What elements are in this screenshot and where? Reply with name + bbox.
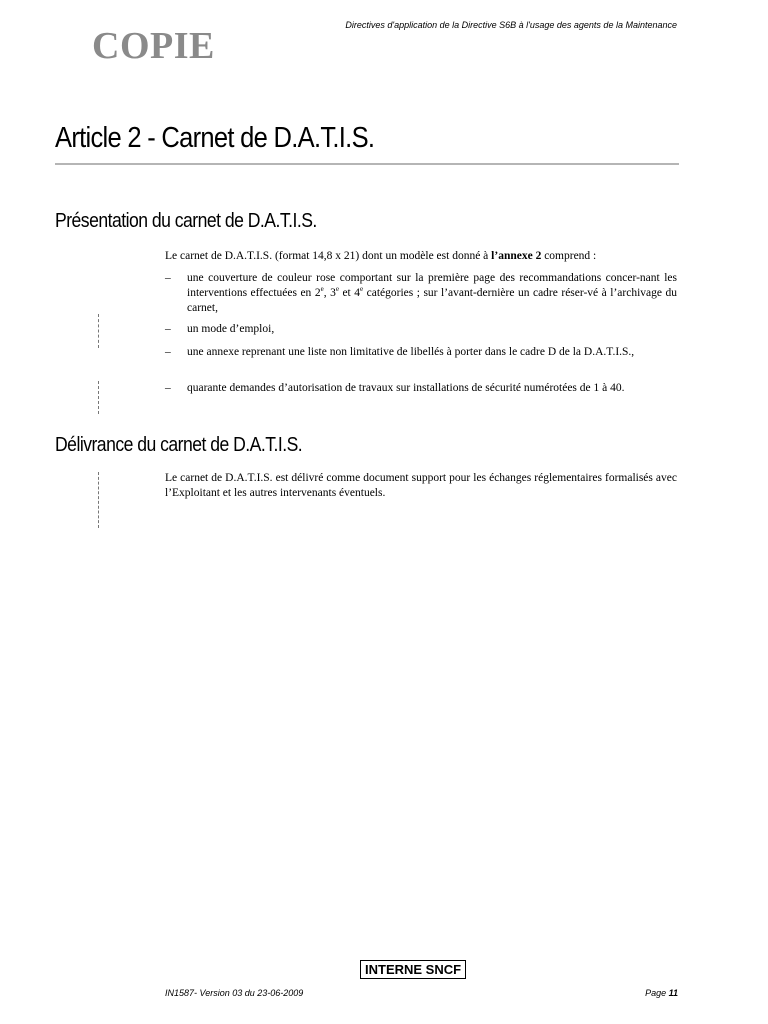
list-item [165, 271, 677, 316]
revision-bar [98, 472, 99, 528]
annex-reference: l’annexe 2 [491, 250, 542, 262]
list-item [165, 381, 677, 396]
title-divider [55, 163, 679, 165]
bullet-dash: – [165, 382, 171, 394]
page-number: Page 11 [645, 988, 678, 998]
intro-text: Le carnet de D.A.T.I.S. (format 14,8 x 21) dont un modèle est donné à [165, 250, 492, 262]
list-item [165, 345, 677, 360]
bullet-dash: – [165, 346, 171, 358]
intro-text-end: comprend : [541, 250, 597, 262]
section-heading-presentation: Présentation du carnet de D.A.T.I.S. [55, 210, 317, 232]
bullet-dash: – [165, 272, 171, 284]
list-item [165, 322, 677, 337]
classification-badge: INTERNE SNCF [360, 960, 466, 979]
running-header: Directives d'application de la Directive S6B à l'usage des agents de la Maintenance [345, 20, 677, 30]
list-item-text: une annexe reprenant une liste non limitative de libellés à porter dans le cadre D de la D.A.T.I.S., [187, 346, 635, 358]
delivery-paragraph: Le carnet de D.A.T.I.S. est délivré comme document support pour les échanges réglementaires formalisés avec l’Exploitant et les autres intervenants éventuels. [165, 472, 677, 499]
list-item-text: un mode d’emploi, [187, 323, 275, 335]
copy-stamp: COPIE [92, 25, 215, 67]
revision-bar [98, 381, 99, 414]
revision-bar [98, 314, 99, 348]
article-title: Article 2 - Carnet de D.A.T.I.S. [55, 122, 375, 154]
section-heading-delivery: Délivrance du carnet de D.A.T.I.S. [55, 434, 303, 456]
bullet-dash: – [165, 323, 171, 335]
list-item-text: quarante demandes d’autorisation de travaux sur installations de sécurité numérotées de 1 à 40. [187, 382, 625, 394]
intro-paragraph [165, 249, 677, 264]
document-reference: IN1587- Version 03 du 23-06-2009 [165, 988, 304, 998]
list-item-text: une couverture de couleur rose comportant sur la première page des recommandations concer-nant les interventions effectuées en 2e, 3e et 4e catégories ; sur l’avant-dernière un cadre réser-vé à l’archivage du carnet, [187, 272, 678, 314]
